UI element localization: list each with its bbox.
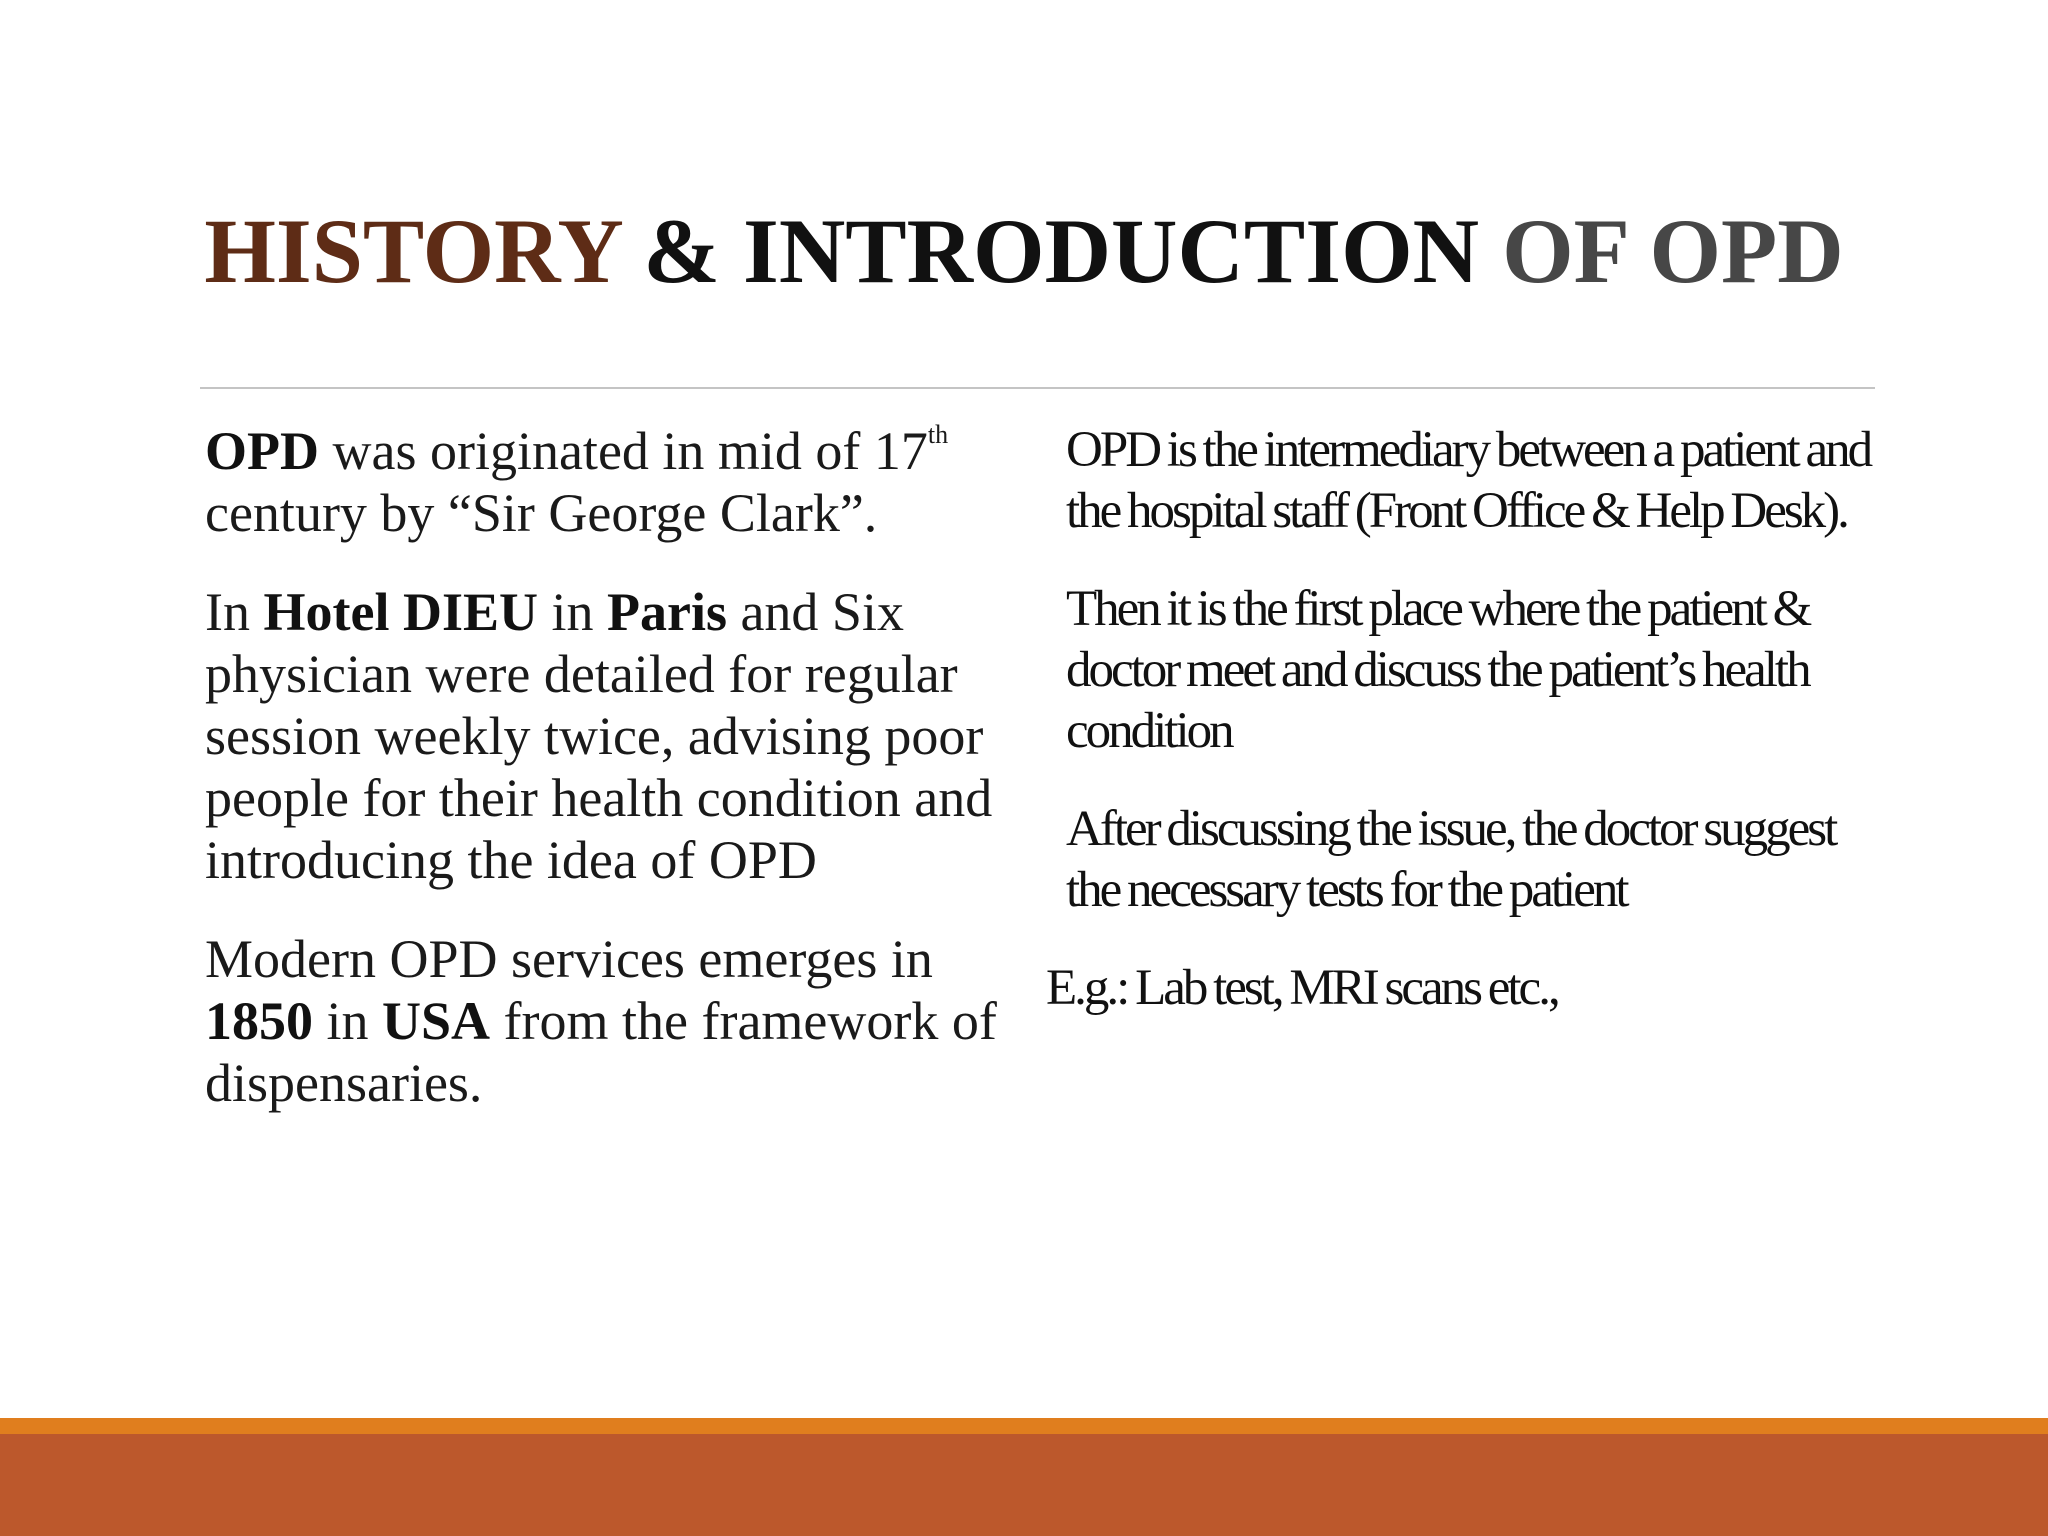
title-of-opd: OF OPD xyxy=(1502,200,1844,302)
title-introduction: & INTRODUCTION xyxy=(620,200,1503,302)
bold-usa: USA xyxy=(382,991,491,1051)
intro-paragraph-tests: After discussing the issue, the doctor suggest the necessary tests for the patient xyxy=(1066,801,1836,918)
slide-title xyxy=(0,196,2048,306)
superscript-th: th xyxy=(927,420,949,449)
intro-paragraph-first-place: Then it is the first place where the patient & doctor meet and discuss the patient’s health condition xyxy=(1066,581,1810,759)
hotel-text-a: In xyxy=(205,582,264,642)
history-paragraph-origin xyxy=(205,420,1025,544)
modern-text-a: Modern OPD services emerges in xyxy=(205,929,933,989)
bold-opd: OPD xyxy=(205,421,319,481)
left-column xyxy=(205,420,1025,1151)
modern-text-b: in xyxy=(313,991,383,1051)
modern-text-c: from the framework of dispensaries. xyxy=(205,991,997,1113)
right-column xyxy=(1046,420,1896,1056)
history-paragraph-hotel-dieu xyxy=(205,581,1025,891)
hotel-text-c: and Six physician were detailed for regular session weekly twice, advising poor people for their health condition and introducing the idea of OPD xyxy=(205,582,993,890)
origin-text-a: was originated in mid of 17 xyxy=(319,421,928,481)
title-divider xyxy=(200,387,1875,389)
bold-1850: 1850 xyxy=(205,991,313,1051)
footer-band-orange xyxy=(0,1418,2048,1434)
bold-hotel-dieu: Hotel DIEU xyxy=(263,582,538,642)
origin-text-b: century by “Sir George Clark”. xyxy=(205,483,878,543)
history-paragraph-modern xyxy=(205,928,1025,1114)
hotel-text-b: in xyxy=(537,582,607,642)
intro-paragraph-intermediary: OPD is the intermediary between a patient and the hospital staff (Front Office & Help Desk). xyxy=(1066,422,1871,539)
bold-paris: Paris xyxy=(606,582,727,642)
title-history: HISTORY xyxy=(204,200,621,302)
footer-band-rust xyxy=(0,1434,2048,1536)
intro-example: E.g.: Lab test, MRI scans etc., xyxy=(1046,960,1558,1016)
